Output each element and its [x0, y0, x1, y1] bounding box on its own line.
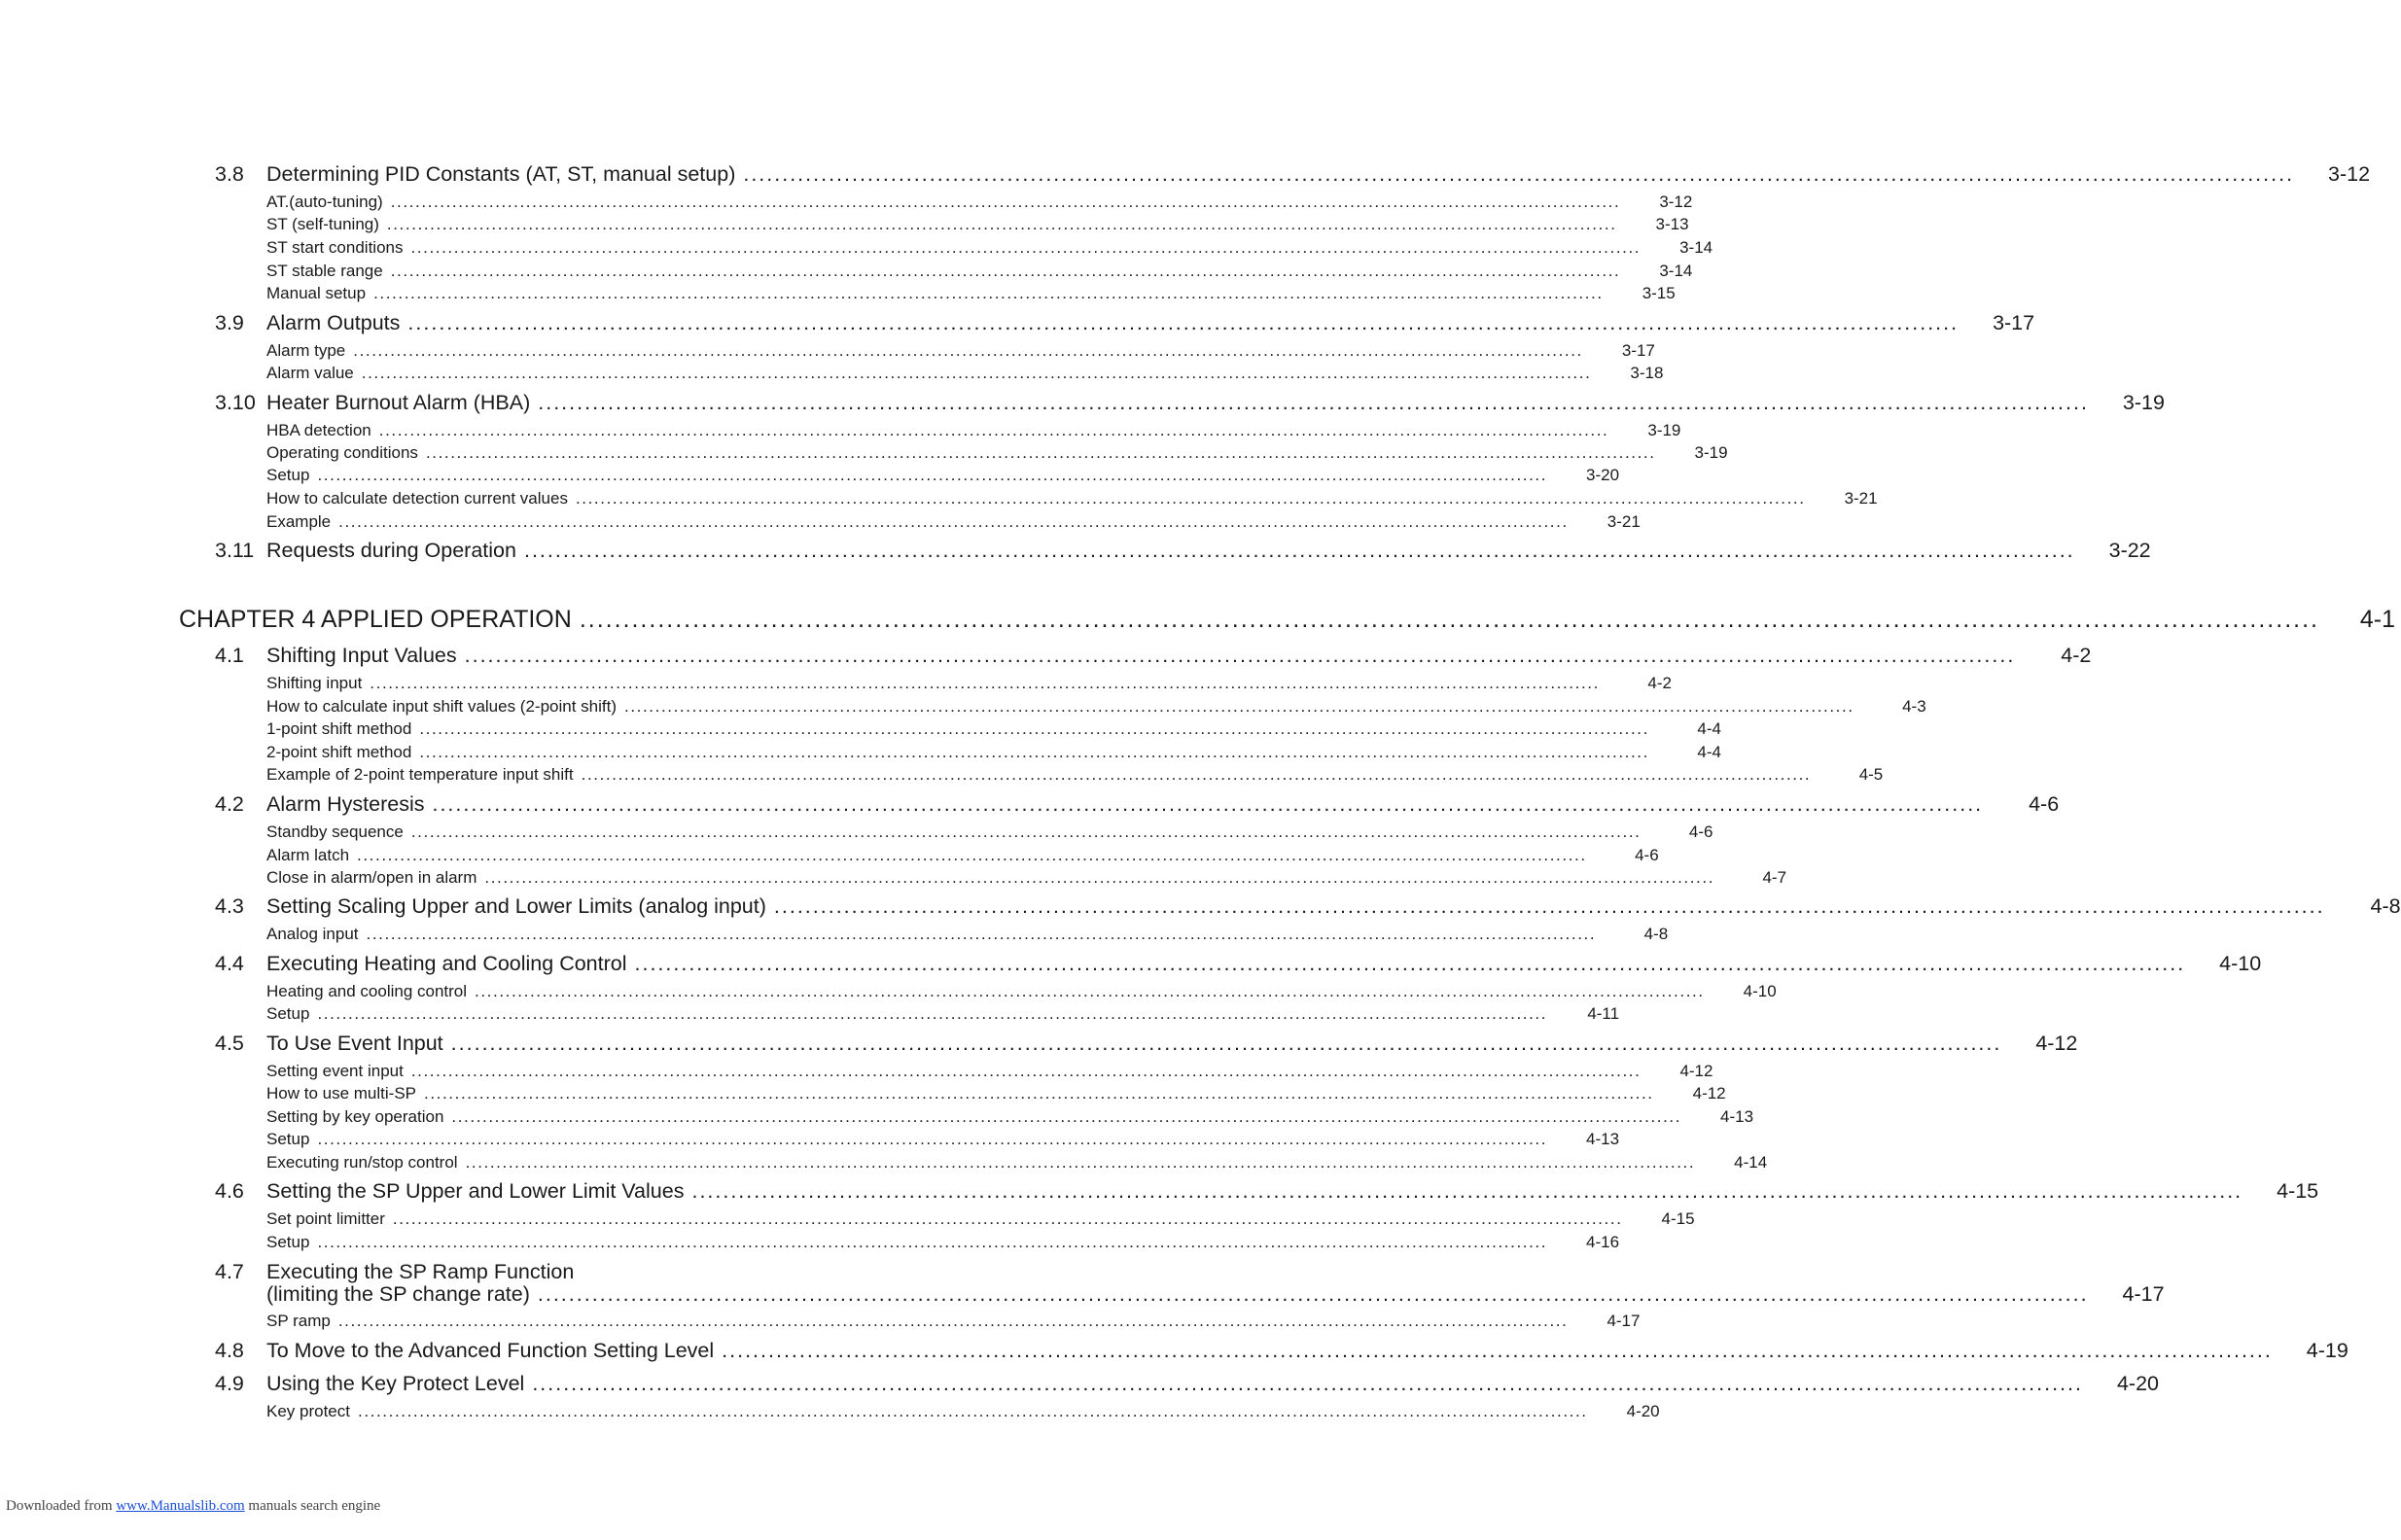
- toc-entry[interactable]: [266, 340, 1655, 362]
- toc-entry[interactable]: [266, 442, 1728, 464]
- toc-section[interactable]: [215, 161, 2371, 187]
- dot-leader: ........................................................................................................................................................................................................: [317, 1004, 1548, 1023]
- dot-leader: ........................................................................................................................................................................................................: [410, 822, 1642, 841]
- section-number: 3.8: [215, 162, 244, 186]
- dot-leader: ........................................................................................................................................................................................................: [624, 697, 1854, 716]
- page-number: 4-6: [2029, 792, 2060, 816]
- entry-title: Alarm latch: [266, 846, 350, 864]
- dot-leader: ........................................................................................................................................................................................................: [337, 1312, 1569, 1330]
- page-number: 4-20: [2116, 1372, 2159, 1395]
- toc-entry[interactable]: [266, 1232, 1620, 1253]
- dot-leader: ........................................................................................................................................................................................................: [634, 952, 2186, 975]
- toc-entry[interactable]: [266, 764, 1884, 786]
- toc-entry[interactable]: [266, 1106, 1754, 1128]
- dot-leader: ........................................................................................................................................................................................................: [579, 606, 2319, 633]
- dot-leader: ........................................................................................................................................................................................................: [370, 674, 1600, 692]
- page-number: 4-6: [1688, 822, 1713, 841]
- toc-section[interactable]: [215, 893, 2401, 919]
- page-number: 4-4: [1697, 743, 1721, 761]
- section-title: To Use Event Input: [266, 1032, 443, 1055]
- dot-leader: ........................................................................................................................................................................................................: [410, 1062, 1642, 1080]
- entry-title: Shifting input: [266, 674, 363, 692]
- dot-leader: ........................................................................................................................................................................................................: [484, 868, 1715, 887]
- page-number: 4-4: [1697, 719, 1721, 738]
- section-number: 4.3: [215, 894, 244, 918]
- toc-entry[interactable]: [266, 924, 1669, 945]
- manualslib-link[interactable]: www.Manualslib.com: [116, 1498, 245, 1514]
- dot-leader: ........................................................................................................................................................................................................: [373, 284, 1604, 302]
- dot-leader: ........................................................................................................................................................................................................: [691, 1179, 2243, 1203]
- toc-section[interactable]: [215, 791, 2060, 817]
- toc-entry[interactable]: [266, 845, 1659, 866]
- section-number: 3.11: [215, 539, 255, 562]
- toc-entry[interactable]: [266, 214, 1689, 235]
- dot-leader: ........................................................................................................................................................................................................: [390, 262, 1621, 280]
- page-number: 4-16: [1586, 1233, 1620, 1251]
- entry-title: Setup: [266, 1130, 310, 1148]
- page-number: 4-15: [2277, 1179, 2319, 1203]
- footer-suffix: manuals search engine: [248, 1498, 381, 1514]
- download-footer: [6, 1498, 380, 1515]
- dot-leader: ........................................................................................................................................................................................................: [378, 421, 1609, 439]
- toc-entry[interactable]: [266, 718, 1721, 740]
- section-number: 4.1: [215, 644, 244, 667]
- entry-title: Manual setup: [266, 284, 367, 302]
- section-title: Shifting Input Values: [266, 644, 457, 667]
- page-number: 3-21: [1844, 489, 1878, 508]
- toc-section[interactable]: [215, 310, 2035, 335]
- entry-title: Operating conditions: [266, 443, 418, 462]
- page-number: 4-2: [1647, 674, 1672, 692]
- page-number: 4-20: [1626, 1402, 1660, 1420]
- page-number: 4-2: [2061, 644, 2092, 667]
- dot-leader: ........................................................................................................................................................................................................: [386, 215, 1617, 233]
- toc-section-continued[interactable]: [266, 1281, 2165, 1307]
- dot-leader: ........................................................................................................................................................................................................: [773, 894, 2325, 918]
- page-number: 3-22: [2108, 539, 2151, 562]
- page-number: 3-12: [1659, 192, 1693, 211]
- section-title: Executing Heating and Cooling Control: [266, 952, 627, 975]
- dot-leader: ........................................................................................................................................................................................................: [410, 238, 1642, 257]
- entry-title: 1-point shift method: [266, 719, 412, 738]
- dot-leader: ........................................................................................................................................................................................................: [390, 192, 1621, 211]
- toc-section[interactable]: [215, 1338, 2348, 1363]
- dot-leader: ........................................................................................................................................................................................................: [581, 765, 1812, 784]
- toc-entry[interactable]: [266, 1129, 1620, 1150]
- dot-leader: ........................................................................................................................................................................................................: [532, 1372, 2083, 1395]
- toc-entry[interactable]: [266, 363, 1664, 384]
- toc-chapter-heading[interactable]: [179, 605, 2395, 634]
- chapter-title: CHAPTER 4 APPLIED OPERATION: [179, 606, 572, 633]
- entry-title: SP ramp: [266, 1312, 331, 1330]
- dot-leader: ........................................................................................................................................................................................................: [353, 341, 1583, 360]
- page-number: 3-19: [1647, 421, 1681, 439]
- entry-title: Executing run/stop control: [266, 1153, 458, 1172]
- page-number: 3-19: [1694, 443, 1728, 462]
- section-title: Alarm Outputs: [266, 311, 401, 334]
- page-number: 4-12: [1679, 1062, 1713, 1080]
- section-title: Using the Key Protect Level: [266, 1372, 525, 1395]
- dot-leader: ........................................................................................................................................................................................................: [432, 792, 1984, 816]
- page-number: 3-13: [1655, 215, 1689, 233]
- entry-title: ST stable range: [266, 262, 383, 280]
- entry-title: 2-point shift method: [266, 743, 412, 761]
- entry-title: Key protect: [266, 1402, 350, 1420]
- section-number: 4.5: [215, 1032, 244, 1055]
- toc-section[interactable]: [215, 951, 2262, 976]
- dot-leader: ........................................................................................................................................................................................................: [392, 1209, 1623, 1228]
- page-number: 4-13: [1720, 1107, 1754, 1126]
- dot-leader: ........................................................................................................................................................................................................: [358, 1402, 1588, 1420]
- dot-leader: ........................................................................................................................................................................................................: [743, 162, 2295, 186]
- section-title: Determining PID Constants (AT, ST, manual setup): [266, 162, 736, 186]
- toc-entry[interactable]: [266, 261, 1693, 282]
- footer-prefix: Downloaded from: [6, 1498, 113, 1514]
- page-number: 3-14: [1659, 262, 1693, 280]
- section-title: Executing the SP Ramp Function: [266, 1260, 575, 1283]
- section-number: 4.7: [215, 1260, 244, 1283]
- section-title-continued: (limiting the SP change rate): [266, 1282, 530, 1306]
- dot-leader: ........................................................................................................................................................................................................: [424, 1084, 1654, 1102]
- page-number: 3-12: [2328, 162, 2371, 186]
- entry-title: Example of 2-point temperature input shift: [266, 765, 574, 784]
- page-number: 3-17: [1993, 311, 2035, 334]
- dot-leader: ........................................................................................................................................................................................................: [419, 743, 1649, 761]
- page-number: 3-19: [2122, 391, 2165, 414]
- toc-entry[interactable]: [266, 696, 1926, 718]
- page-number: 4-7: [1762, 868, 1787, 887]
- toc-entry[interactable]: [266, 511, 1641, 533]
- entry-title: Alarm value: [266, 364, 354, 382]
- entry-title: AT.(auto-tuning): [266, 192, 383, 211]
- page-number: 4-14: [1734, 1153, 1768, 1172]
- entry-title: Standby sequence: [266, 822, 404, 841]
- page-number: 3-17: [1621, 341, 1655, 360]
- entry-title: ST (self-tuning): [266, 215, 379, 233]
- dot-leader: ........................................................................................................................................................................................................: [407, 311, 1960, 334]
- page-number: 3-15: [1642, 284, 1676, 302]
- toc-entry[interactable]: [266, 1311, 1641, 1332]
- dot-leader: ........................................................................................................................................................................................................: [317, 466, 1548, 484]
- dot-leader: ........................................................................................................................................................................................................: [722, 1339, 2273, 1362]
- section-title: To Move to the Advanced Function Setting Level: [266, 1339, 715, 1362]
- entry-title: Setup: [266, 466, 310, 484]
- section-number: 3.10: [215, 391, 256, 414]
- toc-entry[interactable]: [266, 192, 1693, 213]
- entry-title: Setup: [266, 1233, 310, 1251]
- section-number: 4.8: [215, 1339, 244, 1362]
- dot-leader: ........................................................................................................................................................................................................: [317, 1233, 1548, 1251]
- dot-leader: ........................................................................................................................................................................................................: [537, 1282, 2089, 1306]
- entry-title: Close in alarm/open in alarm: [266, 868, 477, 887]
- toc-entry[interactable]: [266, 465, 1620, 486]
- page-number: 4-19: [2306, 1339, 2348, 1362]
- page-number: 4-12: [1692, 1084, 1726, 1102]
- toc-entry[interactable]: [266, 1003, 1620, 1025]
- entry-title: How to calculate input shift values (2-point shift): [266, 697, 618, 716]
- dot-leader: ........................................................................................................................................................................................................: [419, 719, 1649, 738]
- page-number: 4-10: [1743, 982, 1777, 1000]
- entry-title: How to use multi-SP: [266, 1084, 416, 1102]
- entry-title: Example: [266, 512, 332, 531]
- section-title: Setting Scaling Upper and Lower Limits (analog input): [266, 894, 766, 918]
- entry-title: Setting event input: [266, 1062, 404, 1080]
- page-number: 4-11: [1587, 1004, 1620, 1023]
- entry-title: How to calculate detection current values: [266, 489, 568, 508]
- page-number: 4-13: [1586, 1130, 1620, 1148]
- dot-leader: ........................................................................................................................................................................................................: [425, 443, 1656, 462]
- entry-title: Heating and cooling control: [266, 982, 468, 1000]
- page-number: 4-17: [1607, 1312, 1641, 1330]
- toc-section[interactable]: [215, 643, 2092, 668]
- toc-entry[interactable]: [266, 673, 1672, 694]
- entry-title: ST start conditions: [266, 238, 404, 257]
- dot-leader: ........................................................................................................................................................................................................: [538, 391, 2089, 414]
- toc-section[interactable]: [215, 1371, 2159, 1396]
- page-number: 3-21: [1607, 512, 1641, 531]
- page-number: 4-8: [2370, 894, 2401, 918]
- page-number: 4-5: [1858, 765, 1884, 784]
- dot-leader: ........................................................................................................................................................................................................: [451, 1107, 1682, 1126]
- toc-entry[interactable]: [266, 420, 1681, 441]
- toc-entry[interactable]: [266, 283, 1676, 304]
- section-title: Alarm Hysteresis: [266, 792, 425, 816]
- toc-entry[interactable]: [266, 822, 1713, 843]
- entry-title: Analog input: [266, 925, 359, 943]
- section-number: 4.4: [215, 952, 244, 975]
- dot-leader: ........................................................................................................................................................................................................: [450, 1032, 2002, 1055]
- dot-leader: ........................................................................................................................................................................................................: [357, 846, 1587, 864]
- page-number: 4-12: [2035, 1032, 2078, 1055]
- section-title: Requests during Operation: [266, 539, 516, 562]
- dot-leader: ........................................................................................................................................................................................................: [361, 364, 1592, 382]
- toc-entry[interactable]: [266, 237, 1713, 259]
- entry-title: Setting by key operation: [266, 1107, 444, 1126]
- dot-leader: ........................................................................................................................................................................................................: [465, 1153, 1696, 1172]
- dot-leader: ........................................................................................................................................................................................................: [338, 512, 1569, 531]
- page-number: 4-6: [1635, 846, 1659, 864]
- toc-section[interactable]: [215, 538, 2151, 563]
- entry-title: Alarm type: [266, 341, 346, 360]
- dot-leader: ........................................................................................................................................................................................................: [317, 1130, 1548, 1148]
- toc-entry[interactable]: [266, 1152, 1768, 1173]
- toc-section[interactable]: [215, 1178, 2319, 1204]
- section-title: Setting the SP Upper and Lower Limit Values: [266, 1179, 685, 1203]
- page-number: 4-15: [1661, 1209, 1695, 1228]
- page-number: 4-3: [1902, 697, 1926, 716]
- toc-entry[interactable]: [266, 1061, 1713, 1082]
- page-number: 4-17: [2122, 1282, 2165, 1306]
- toc-entry[interactable]: [266, 1401, 1660, 1422]
- toc-entry[interactable]: [266, 1083, 1726, 1104]
- toc-entry[interactable]: [266, 488, 1878, 509]
- entry-title: Set point limitter: [266, 1209, 385, 1228]
- toc-section[interactable]: [215, 390, 2165, 415]
- section-number: 4.6: [215, 1179, 244, 1203]
- section-number: 3.9: [215, 311, 244, 334]
- toc-section[interactable]: [215, 1031, 2078, 1056]
- toc-entry[interactable]: [266, 1208, 1695, 1230]
- section-number: 4.9: [215, 1372, 244, 1395]
- dot-leader: ........................................................................................................................................................................................................: [366, 925, 1597, 943]
- toc-entry[interactable]: [266, 867, 1787, 889]
- page-number: 4-10: [2219, 952, 2262, 975]
- toc-entry[interactable]: [266, 981, 1777, 1002]
- dot-leader: ........................................................................................................................................................................................................: [575, 489, 1806, 508]
- toc-entry[interactable]: [266, 742, 1721, 763]
- section-title: Heater Burnout Alarm (HBA): [266, 391, 531, 414]
- page-number: 4-8: [1643, 925, 1669, 943]
- section-number: 4.2: [215, 792, 244, 816]
- page-number: 3-14: [1679, 238, 1713, 257]
- dot-leader: ........................................................................................................................................................................................................: [475, 982, 1705, 1000]
- dot-leader: ........................................................................................................................................................................................................: [523, 539, 2075, 562]
- page-number: 4-1: [2359, 606, 2395, 633]
- page-number: 3-18: [1630, 364, 1664, 382]
- entry-title: HBA detection: [266, 421, 371, 439]
- dot-leader: ........................................................................................................................................................................................................: [464, 644, 2016, 667]
- page-number: 3-20: [1586, 466, 1620, 484]
- entry-title: Setup: [266, 1004, 310, 1023]
